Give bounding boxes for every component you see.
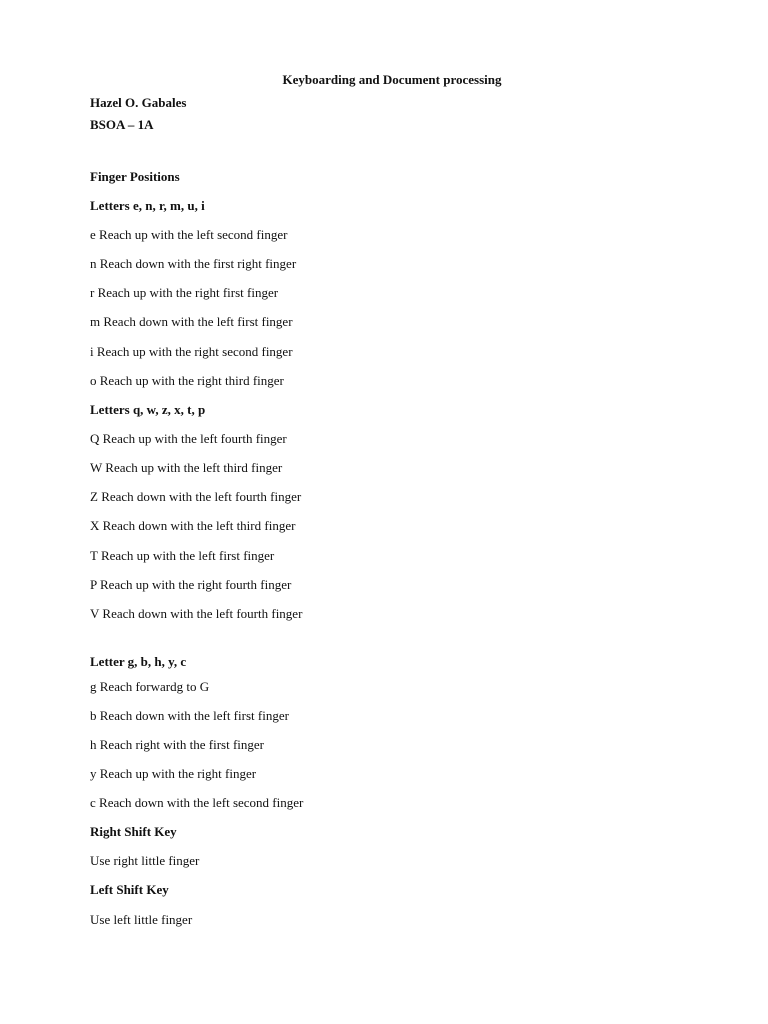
list-item: o Reach up with the right third finger: [90, 373, 284, 388]
list-item: b Reach down with the left first finger: [90, 708, 289, 723]
list-item: W Reach up with the left third finger: [90, 460, 283, 475]
list-item: e Reach up with the left second finger: [90, 227, 288, 242]
left-shift-heading: Left Shift Key: [90, 882, 169, 897]
left-shift-text: Use left little finger: [90, 912, 193, 927]
right-shift-heading: Right Shift Key: [90, 824, 177, 839]
right-shift-text: Use right little finger: [90, 853, 200, 868]
group2-heading: Letters q, w, z, x, t, p: [90, 402, 206, 417]
list-item: P Reach up with the right fourth finger: [90, 577, 292, 592]
list-item: Z Reach down with the left fourth finger: [90, 489, 302, 504]
author-name: Hazel O. Gabales: [90, 95, 187, 110]
list-item: g Reach forwardg to G: [90, 679, 210, 694]
list-item: X Reach down with the left third finger: [90, 518, 296, 533]
list-item: i Reach up with the right second finger: [90, 344, 293, 359]
document-title-text: Keyboarding and Document processing: [282, 72, 502, 87]
list-item: Q Reach up with the left fourth finger: [90, 431, 287, 446]
list-item: T Reach up with the left first finger: [90, 548, 275, 563]
group3-heading: Letter g, b, h, y, c: [90, 654, 187, 669]
list-item: r Reach up with the right first finger: [90, 285, 279, 300]
list-item: y Reach up with the right finger: [90, 766, 257, 781]
list-item: V Reach down with the left fourth finger: [90, 606, 303, 621]
list-item: c Reach down with the left second finger: [90, 795, 304, 810]
document-title: [0, 72, 768, 88]
list-item: n Reach down with the first right finger: [90, 256, 297, 271]
list-item: h Reach right with the first finger: [90, 737, 265, 752]
section-heading: Finger Positions: [90, 169, 180, 184]
list-item: m Reach down with the left first finger: [90, 314, 293, 329]
section-label: BSOA – 1A: [90, 117, 154, 132]
group1-heading: Letters e, n, r, m, u, i: [90, 198, 205, 213]
